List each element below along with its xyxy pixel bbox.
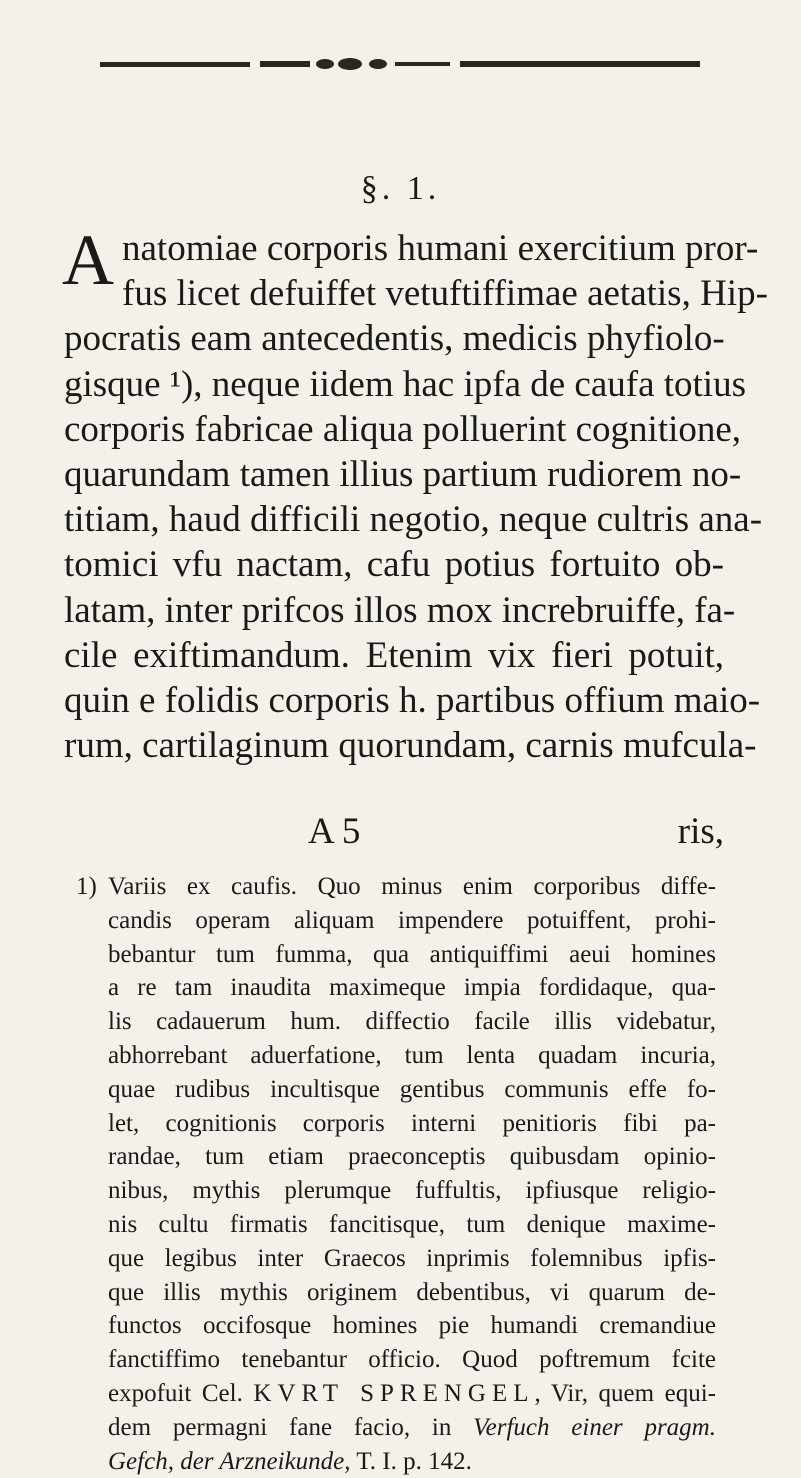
footnote-line: expofuit Cel. KVRT SPRENGEL, Vir, quem equi- [108,1379,716,1407]
ornament-rule-icon [100,52,700,76]
catchword: ris, [677,811,724,852]
signature-mark: A 5 [308,811,361,852]
text-line: titiam, haud difficili negotio, neque cultris ana- [64,499,763,541]
author-name: KVRT SPRENGEL [253,1379,535,1407]
text-line: tomici vfu nactam, cafu potius fortuito ob- [64,544,724,586]
catch-row [64,810,724,858]
footnote-line: nis cultu firmatis fancitisque, tum denique maxime- [108,1210,716,1238]
book-title: Gefch, der Arzneikunde, [108,1447,351,1475]
drop-cap: A [62,220,114,300]
text-line: cile exiftimandum. Etenim vix fieri potuit, [64,634,724,676]
text-line: pocratis eam antecedentis, medicis phyfiolo- [64,318,725,360]
text-line: gisque ¹), neque iidem hac ipfa de caufa totius [64,363,746,405]
footnote-line: que legibus inter Graecos inprimis folemnibus ipfis- [108,1244,716,1272]
footnote-line: randae, tum etiam praeconceptis quibusdam opinio- [108,1143,716,1171]
footnote [76,870,716,1478]
footnote-line: nibus, mythis plerumque fuffultis, ipfiusque religio- [108,1177,716,1205]
footnote-line: a re tam inaudita maximeque impia fordidaque, qua- [108,974,716,1002]
text-line: latam, inter prifcos illos mox increbruiffe, fa- [64,589,736,631]
footnote-line: 1) Variis ex caufis. Quo minus enim corporibus diffe- [76,870,716,904]
footnote-line: Gefch, der Arzneikunde, T. I. p. 142. [108,1447,472,1475]
main-text [62,220,768,768]
text-line: corporis fabricae aliqua polluerint cognitione, [64,408,742,450]
footnote-line: dem permagni fane facio, in Verfuch einer pragm. [108,1413,716,1441]
section-heading: §. 1. [360,170,441,207]
footnote-line: lis cadauerum hum. diffectio facile illis videbatur, [108,1008,716,1036]
text-line: natomiae corporis humani exercitium pror- [122,228,759,269]
footnote-line: candis operam aliquam impendere potuiffent, prohi- [108,906,716,934]
footnote-line: functos occifosque homines pie humandi cremandiue [108,1312,716,1340]
footnote-line: bebantur tum fumma, qua antiquiffimi aeui homines [108,940,716,968]
footnote-marker: 1) [76,873,97,900]
footnote-line: fanctiffimo tenebantur officio. Quod poftremum fcite [108,1346,716,1374]
text-line: fus licet defuiffet vetuftiffimae aetatis, Hip- [122,273,768,315]
footnote-line: let, cognitionis corporis interni penitioris fibi pa- [108,1109,716,1137]
footnote-line: quae rudibus incultisque gentibus communis effe fo- [108,1075,716,1103]
text-line: rum, cartilaginum quorundam, carnis mufcula- [64,725,757,767]
footnote-line: abhorrebant aduerfatione, tum lenta quadam incuria, [108,1041,716,1069]
text-line: quin e folidis corporis h. partibus offium maio- [64,680,761,722]
book-title: Verfuch einer pragm. [473,1413,716,1441]
text-line: quarundam tamen illius partium rudiorem no- [64,454,742,496]
footnote-line: que illis mythis originem debentibus, vi quarum de- [108,1278,716,1306]
